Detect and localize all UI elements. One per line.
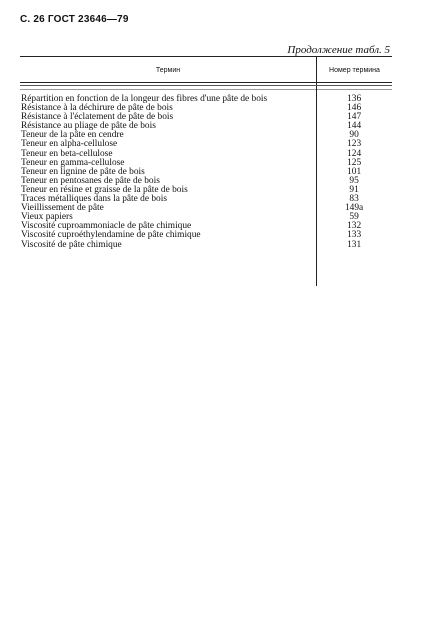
number-cell: 144 — [347, 121, 362, 132]
number-cell: 59 — [349, 212, 359, 223]
term-cell: Résistance au pliage de pâte de bois — [21, 121, 156, 132]
table-row — [20, 241, 392, 250]
term-cell: Répartition en fonction de la longeur des fibres d'une pâte de bois — [21, 94, 268, 104]
number-cell: 91 — [349, 184, 359, 195]
term-cell: Teneur en beta-cellulose — [21, 148, 113, 159]
number-cell: 136 — [347, 94, 362, 104]
number-cell: 147 — [347, 112, 362, 123]
term-cell: Vieillissement de pâte — [21, 203, 104, 214]
term-cell: Viscosité cuproammoniacle de pâte chimique — [21, 221, 192, 232]
number-cell: 149a — [344, 203, 364, 214]
number-cell: 132 — [347, 221, 362, 232]
number-cell: 124 — [347, 148, 362, 159]
term-cell: Teneur en résine et graisse de la pâte de bois — [21, 184, 188, 195]
term-cell: Vieux papiers — [21, 212, 73, 223]
table-row — [20, 204, 392, 213]
table-top-rule — [20, 56, 392, 57]
term-cell: Teneur en pentosanes de pâte de bois — [21, 175, 160, 186]
number-cell: 95 — [349, 175, 359, 186]
term-cell: Résistance à l'éclatement de pâte de bois — [21, 112, 174, 123]
column-header-term: Термин — [155, 67, 181, 74]
term-cell: Teneur en lignine de pâte de bois — [21, 166, 145, 177]
header-rule — [20, 82, 392, 83]
term-cell: Teneur en alpha-cellulose — [21, 139, 118, 150]
number-cell: 101 — [347, 166, 362, 177]
page-header: С. 26 ГОСТ 23646—79 — [20, 14, 129, 25]
term-cell: Teneur en gamma-cellulose — [21, 157, 125, 168]
number-cell: 131 — [347, 239, 362, 250]
number-cell: 123 — [347, 139, 362, 150]
number-cell: 133 — [347, 230, 362, 241]
header-rule — [20, 85, 392, 86]
term-cell: Traces métalliques dans la pâte de bois — [21, 194, 167, 205]
table-body — [20, 95, 392, 250]
number-cell: 146 — [347, 103, 362, 114]
term-cell: Résistance à la déchirure de pâte de bois — [21, 103, 173, 114]
term-cell: Viscosité de pâte chimique — [21, 239, 122, 250]
column-header-number: Номер термина — [329, 67, 380, 74]
term-cell: Viscosité cuproéthylendamine de pâte chimique — [21, 230, 201, 241]
table-continuation-label: Продолжение табл. 5 — [287, 44, 390, 56]
number-cell: 90 — [349, 130, 359, 141]
header-rule — [20, 89, 392, 90]
number-cell: 83 — [349, 194, 359, 205]
term-cell: Teneur de la pâte en cendre — [21, 130, 124, 141]
number-cell: 125 — [347, 157, 362, 168]
